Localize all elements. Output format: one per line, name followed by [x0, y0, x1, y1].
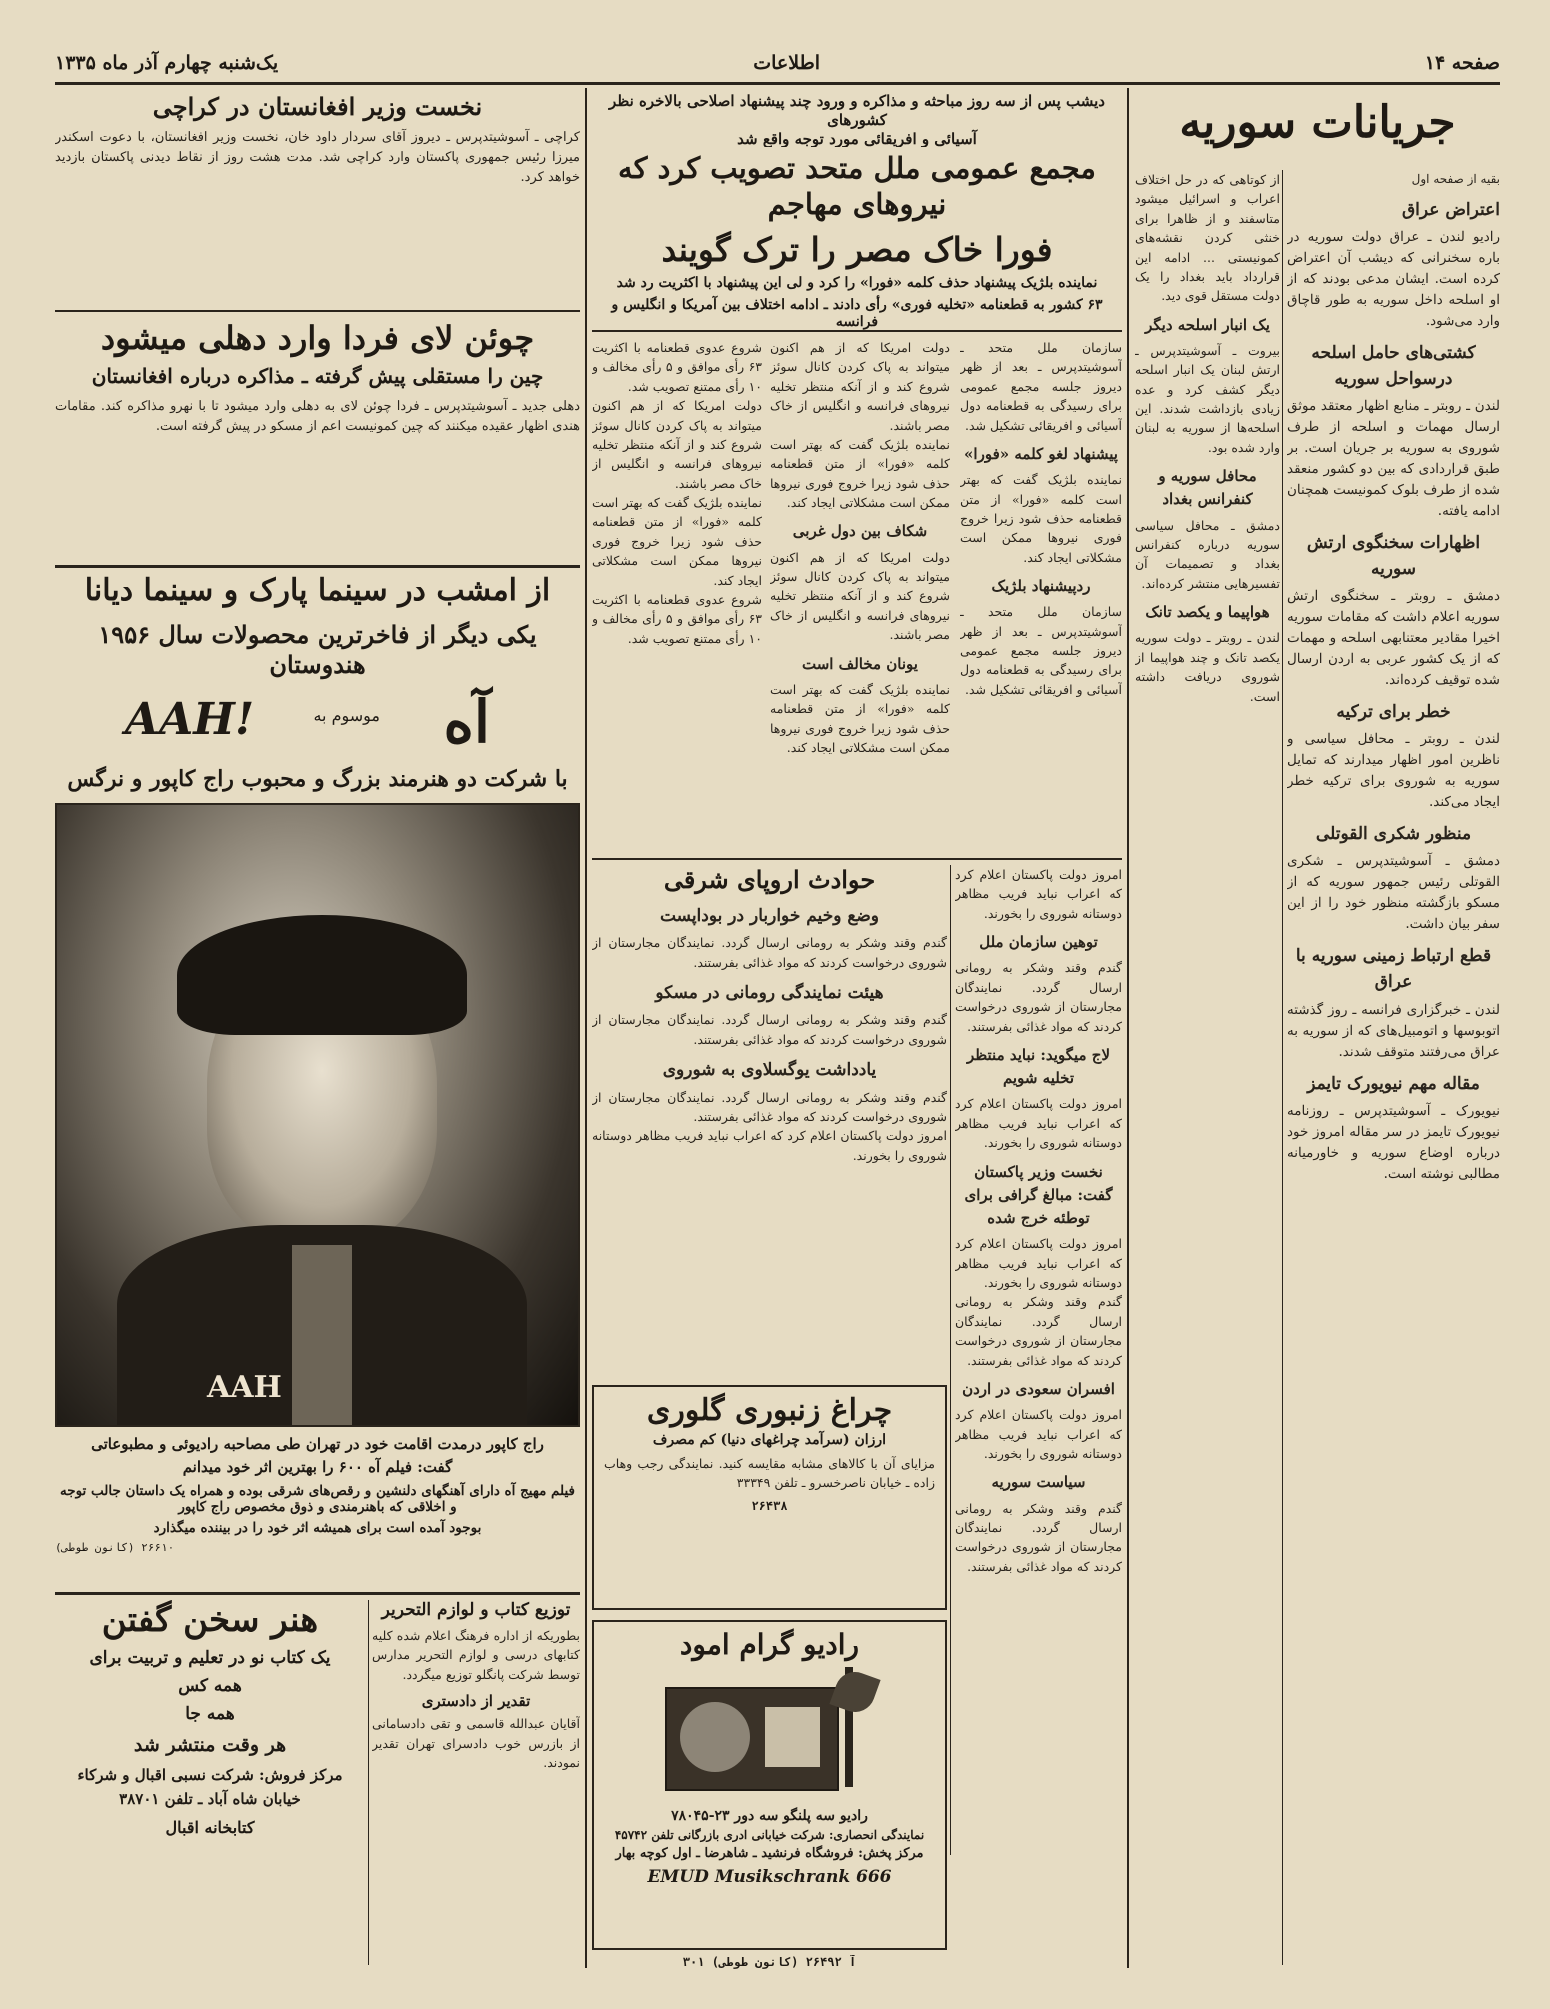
column-rule	[368, 1600, 369, 1965]
un-subhead: پیشنهاد لغو کلمه «فورا»	[964, 444, 1118, 463]
un-body-col-3: شروع عدوی قطعنامه با اکثریت ۶۳ رأی موافق و ۵ رأی مخالف و ۱۰ رأی ممتنع تصویب شد. دولت امریکا که از هم اکنون میتواند به پاک کردن کانال سوئز شروع کند و از آنکه منتظر تخلیه نیروهای فرانسه و انگلیس از خاک مصر باشند. نماینده بلژیک گفت که بهتر است کلمه «فورا» از متن قطعنامه حذف شود زیرا خروج فوری نیروها ممکن است مشکلاتی ایجاد کند. شروع عدوی قطعنامه با اکثریت ۶۳ رأی موافق و ۵ رأی مخالف و ۱۰ رأی ممتنع تصویب شد.	[592, 340, 762, 646]
un-body-col-2: دولت امریکا که از هم اکنون میتواند به پاک کردن کانال سوئز شروع کند و از آنکه منتظر تخلیه نیروهای فرانسه و انگلیس از خاک مصر باشند. نماینده بلژیک گفت که بهتر است کلمه «فورا» از متن قطعنامه حذف شود زیرا خروج فوری نیروها ممکن است مشکلاتی ایجاد کند. شکاف بین دول غربی دولت امریکا که از هم اکنون میتواند به پاک کردن کانال سوئز شروع کند و از آنکه منتظر تخلیه نیروهای فرانسه و انگلیس از خاک مصر باشند. یونان مخالف است نماینده بلژیک گفت که بهتر است کلمه «فورا» از متن قطعنامه حذف شود زیرا خروج فوری نیروها ممکن است مشکلاتی ایجاد کند.	[770, 340, 950, 755]
column-rule	[585, 88, 587, 1968]
un-subhead: ردپیشنهاد بلژیک	[991, 577, 1091, 595]
syria-section: اعتراض عراق رادیو لندن ـ عراق دولت سوریه در باره سخنرانی که دیشب آن اعتراض کرده است. ایشان مدعی بودند که از او اسلحه داخل سوریه به طور قاچاق وارد می‌شود.	[1287, 199, 1500, 329]
section-rule	[55, 310, 580, 312]
cinema-ad: از امشب در سینما پارک و سینما دیانا یکی دیگر از فاخرترین محصولات سال ۱۹۵۶ هندوستان آه موسوم به AAH! با شرکت دو هنرمند بزرگ و محبوب راج کاپور و نرگس AAH راج کاپور درمدت اقامت خود در تهران طی مصاحبه رادیوئی و مطبوعاتی گفت: فیلم آه ۶۰۰ را بهترین اثر خود میدانم فیلم مهیج آه دارای آهنگهای دلنشین و رقص‌های شرقی بوده و همراه یک داستان جالب توجه و اخلاقی که باهنرمندی و ذوق مخصوص راج کاپور بوجود آمده است برای همیشه اثر خود را در بیننده میگذارد ۲۶۶۱۰ (کانون طوطی)	[55, 572, 580, 1587]
masthead	[55, 50, 1500, 80]
syria-section: قطع ارتباط زمینی سوریه با عراق لندن ـ خبرگزاری فرانسه ـ روز گذشته اتوبوسها و اتومبیل‌های که از سوریه به عراق می‌رفتند متوقف شدند.	[1287, 946, 1500, 1060]
un-deck-rule	[592, 330, 1122, 332]
mid-news-col: امروز دولت پاکستان اعلام کرد که اعراب نباید فریب مظاهر دوستانه شوروی را بخورند. توهین سازمان ملل گندم وقند وشکر به رومانی ارسال گردد. نمایندگان مجارستان از شوروی درخواست کردند که مواد غذائی بفرستند. لاج میگوید: نباید منتظر تخلیه شویم امروز دولت پاکستان اعلام کرد که اعراب نباید فریب مظاهر دوستانه شوروی را بخورند. نخست وزیر پاکستان گفت: مبالغ گرافی برای توطئه خرج شده امروز دولت پاکستان اعلام کرد که اعراب نباید فریب مظاهر دوستانه شوروی را بخورند. گندم وقند وشکر به رومانی ارسال گردد. نمایندگان مجارستان از شوروی درخواست کردند که مواد غذائی بفرستند. افسران سعودی در اردن امروز دولت پاکستان اعلام کرد که اعراب نباید فریب مظاهر دوستانه شوروی را بخورند. سیاست سوریه گندم وقند وشکر به رومانی ارسال گردد. نمایندگان مجارستان از شوروی درخواست کردند که مواد غذائی بفرستند.	[955, 867, 1122, 1574]
lamp-ad: چراغ زنبوری گلوری ارزان (سرآمد چراغهای دنیا) کم مصرف مزایای آن با کالاهای مشابه مقایسه کنید. نمایندگی رجب وهاب زاده ـ خیابان ناصرخسرو ـ تلفن ۳۳۳۴۹ ۲۶۴۳۸	[592, 1385, 947, 1610]
syria-column-1: بقیه از صفحه اول اعتراض عراق رادیو لندن ـ عراق دولت سوریه در باره سخنرانی که دیشب آن اعتراض کرده است. ایشان مدعی بودند که از او اسلحه داخل سوریه به طور قاچاق وارد می‌شود. کشتی‌های حامل اسلحه درسواحل سوریه لندن ـ روبتر ـ منابع اظهار معتقد موثق ارسال مهمات و اسلحه از طرف شوروی به سوریه بر جریان است. بر طبق قراردادی که بین دو کشور منعقد شده از طرف بلوک کمونیست همچنان ادامه یافته. اظهارات سخنگوی ارتش سوریه دمشق ـ روبتر ـ سخنگوی ارتش سوریه اعلام داشت که مقامات سوریه اخیرا مقادیر معتنابهی اسلحه و مهمات که از یک کشور عربی به اردن ارسال شده توقیف کرده‌اند. خطر برای ترکیه لندن ـ روبتر ـ محافل سیاسی و ناظرین امور اظهار میدارند که تمایل سوریه به شوروی برای ترکیه خطر ایجاد می‌کند. منظور شکری القوتلی دمشق ـ آسوشیتدپرس ـ شکری القوتلی رئیس جمهور سوریه که از مسکو بازگشته منظور خود را از این سفر بیان داشت. قطع ارتباط زمینی سوریه با عراق لندن ـ خبرگزاری فرانسه ـ روز گذشته اتوبوسها و اتومبیل‌های که از سوریه به عراق می‌رفتند متوقف شدند. مقاله مهم نیویورک تایمز نیویورک ـ آسوشیتدپرس ـ روزنامه نیویورک تایمز در سر مقاله امروز خود درباره اوضاع سوریه و خاورمیانه مطالبی نوشته است.	[1287, 170, 1500, 1970]
photo-caption: AAH	[207, 1370, 282, 1405]
un-deck: نماینده بلژیک پیشنهاد حذف کلمه «فورا» را کرد و لی این پیشنهاد با اکثریت رد شد ۶۳ کشور به قطعنامه «تخلیه فوری» رأی دادند ـ ادامه اختلاف بین آمریکا و انگلیس و فرانسه	[611, 275, 1103, 330]
east-europe-box: حوادث اروپای شرقی وضع وخیم خواربار در بوداپست گندم وقند وشکر به رومانی ارسال گردد. نمایندگان مجارستان از شوروی درخواست کردند که مواد غذائی بفرستند. هیئت نمایندگی رومانی در مسکو گندم وقند وشکر به رومانی ارسال گردد. نمایندگان مجارستان از شوروی درخواست کردند که مواد غذائی بفرستند. یادداشت یوگسلاوی به شوروی گندم وقند وشکر به رومانی ارسال گردد. نمایندگان مجارستان از شوروی درخواست کردند که مواد غذائی بفرستند. امروز دولت پاکستان اعلام کرد که اعراب نباید فریب مظاهر دوستانه شوروی را بخورند.	[592, 865, 947, 1163]
east-europe-title: حوادث اروپای شرقی	[663, 865, 876, 894]
un-end-rule	[592, 858, 1122, 860]
syria-section: مقاله مهم نیویورک تایمز نیویورک ـ آسوشیتدپرس ـ روزنامه نیویورک تایمز در سر مقاله امروز خود درباره اوضاع سوریه و خاورمیانه مطالبی نوشته است.	[1287, 1073, 1500, 1182]
syria-section: اظهارات سخنگوی ارتش سوریه دمشق ـ روبتر ـ سخنگوی ارتش سوریه اعلام داشت که مقامات سوریه اخیرا مقادیر معتنابهی اسلحه و مهمات که از یک کشور عربی به اردن ارسال شده توقیف کرده‌اند.	[1287, 532, 1500, 689]
un-subhead: شکاف بین دول غربی	[792, 522, 928, 541]
raj-kapoor-photo	[55, 803, 580, 1427]
un-kicker: دیشب پس از سه روز مباحثه و مذاکره و ورود چند پیشنهاد اصلاحی بالاخره نظر کشورهای آسیائی و افریقائی مورد توجه واقع شد	[609, 92, 1105, 147]
section-rule	[55, 565, 580, 568]
syria-section: کشتی‌های حامل اسلحه درسواحل سوریه لندن ـ روبتر ـ منابع اظهار معتقد موثق ارسال مهمات و اسلحه از طرف شوروی به سوریه بر جریان است. بر طبق قراردادی که بین دو کشور منعقد شده از طرف بلوک کمونیست همچنان ادامه یافته.	[1287, 342, 1500, 519]
column-rule	[950, 865, 951, 1855]
syria-title: جریانات سوریه	[1179, 97, 1456, 148]
paper-name: اطلاعات	[753, 52, 820, 74]
syria-section: منظور شکری القوتلی دمشق ـ آسوشیتدپرس ـ شکری القوتلی رئیس جمهور سوریه که از مسکو بازگشته منظور خود را از این سفر بیان داشت.	[1287, 824, 1500, 933]
syria-section: خطر برای ترکیه لندن ـ روبتر ـ محافل سیاسی و ناظرین امور اظهار میدارند که تمایل سوریه به شوروی برای ترکیه خطر ایجاد می‌کند.	[1287, 702, 1500, 811]
un-body-col-1: سازمان ملل متحد ـ آسوشیتدپرس ـ بعد از ظهر دیروز جلسه مجمع عمومی برای رسیدگی به قطعنامه دول آسیائی و افریقائی تشکیل شد. پیشنهاد لغو کلمه «فورا» نماینده بلژیک گفت که بهتر است کلمه «فورا» از متن قطعنامه حذف شود زیرا خروج فوری نیروها ممکن است مشکلاتی ایجاد کند. ردپیشنهاد بلژیک سازمان ملل متحد ـ آسوشیتدپرس ـ بعد از ظهر دیروز جلسه مجمع عمومی برای رسیدگی به قطعنامه دول آسیائی و افریقائی تشکیل شد.	[960, 340, 1122, 697]
syria-section: هواپیما و یکصد تانک لندن ـ روبتر ـ دولت سوریه یکصد تانک و چند هواپیما از شوروی دریافت داشته است.	[1135, 603, 1280, 704]
book-ad: هنر سخن گفتن یک کتاب نو در تعلیم و تربیت برای همه کس همه جا هر وقت منتشر شد مرکز فروش: شرکت نسبی اقبال و شرکاء خیابان شاه آباد ـ تلفن ۳۸۷۰۱ کتابخانه اقبال	[77, 1600, 343, 1837]
syria-section: یک انبار اسلحه دیگر بیروت ـ آسوشیتدپرس ـ ارتش لبنان یک انبار اسلحه دیگر کشف کرد و عده زیادی بازداشت شدند. این اسلحه‌ها از سوریه به لبنان وارد شده بود.	[1135, 315, 1280, 455]
un-subhead: یونان مخالف است	[802, 654, 918, 673]
date: یک‌شنبه چهارم آذر ماه ۱۳۳۵	[55, 52, 279, 74]
un-headline: مجمع عمومی ملل متحد تصویب کرد که نیروهای مهاجم فورا خاک مصر را ترک گویند	[618, 151, 1096, 269]
radiogram-illustration	[645, 1667, 895, 1802]
masthead-rule	[55, 82, 1500, 85]
column-rule	[1127, 88, 1129, 1968]
radiogram-ad: رادیو گرام امود رادیو سه پلنگو سه دور ۲۳-۷۸۰۴۵ نمایندگی انحصاری: شرکت خیابانی ادری بازرگانی تلفن ۴۵۷۴۲ مرکز پخش: فروشگاه فرنشید ـ شاهرضا ـ اول کوچه بهار EMUD Musikschrank 666	[592, 1620, 947, 1950]
syria-column-2: از کوتاهی که در حل اختلاف اعراب و اسرائیل میشود متاسفند و از ظاهرا برای خنثی کردن نقشه‌های کمونیستی ... ادامه این قرارداد باید بغداد را یک دولت مستقل قوی دید. یک انبار اسلحه دیگر بیروت ـ آسوشیتدپرس ـ ارتش لبنان یک انبار اسلحه دیگر کشف کرد و عده زیادی بازداشت شدند. این اسلحه‌ها از سوریه به لبنان وارد شده بود. محافل سوریه و کنفرانس بغداد دمشق ـ محافل سیاسی سوریه درباره کنفرانس بغداد و تصمیمات آن تفسیرهایی منتشر کرده‌اند. هواپیما و یکصد تانک لندن ـ روبتر ـ دولت سوریه یکصد تانک و چند هواپیما از شوروی دریافت داشته است.	[1135, 170, 1280, 1970]
radiogram-code: آ ۲۶۴۹۲ (کانون طوطی) ۳۰۱	[682, 1955, 857, 1969]
syria-section: محافل سوریه و کنفرانس بغداد دمشق ـ محافل سیاسی سوریه درباره کنفرانس بغداد و تصمیمات آن تفسیرهایی منتشر کرده‌اند.	[1135, 467, 1280, 591]
page-number: صفحه ۱۴	[1424, 52, 1500, 74]
column-rule	[1282, 170, 1283, 1965]
section-rule	[55, 1592, 580, 1595]
cinema-title-row: آه موسوم به AAH!	[125, 687, 490, 756]
stationery-ad: توزیع کتاب و لوازم التحریر بطوریکه از اداره فرهنگ اعلام شده کلیه کتابهای درسی و لوازم التحریر مدارس توسط شرکت پانگلو توزیع میگردد. تقدیر از دادستری آقایان عبدالله قاسمی و تقی دادسامانی از بازرس خوب دادسرای تهران تقدیر نمودند.	[372, 1600, 580, 1770]
afghan-pm-box: نخست وزیر افغانستان در کراچی کراچی ـ آسوشیتدپرس ـ دیروز آقای سردار داود خان، نخست وزیر افغانستان، با دعوت اسکندر میرزا رئیس جمهوری پاکستان وارد کراچی شد. مدت هشت روز از نقاط دیدنی پاکستان بازدید خواهد کرد.	[55, 92, 580, 186]
chou-en-lai-box: چوئن لای فردا وارد دهلی میشود چین را مستقلی پیش گرفته ـ مذاکره درباره افغانستان دهلی جدید ـ آسوشیتدپرس ـ فردا چوئن لای به دهلی وارد میشود تا با نهرو مذاکره کند. مقامات هندی اظهار عقیده میکنند که چین کمونیست اعم از مسکو در پیش گرفته است.	[55, 319, 580, 435]
